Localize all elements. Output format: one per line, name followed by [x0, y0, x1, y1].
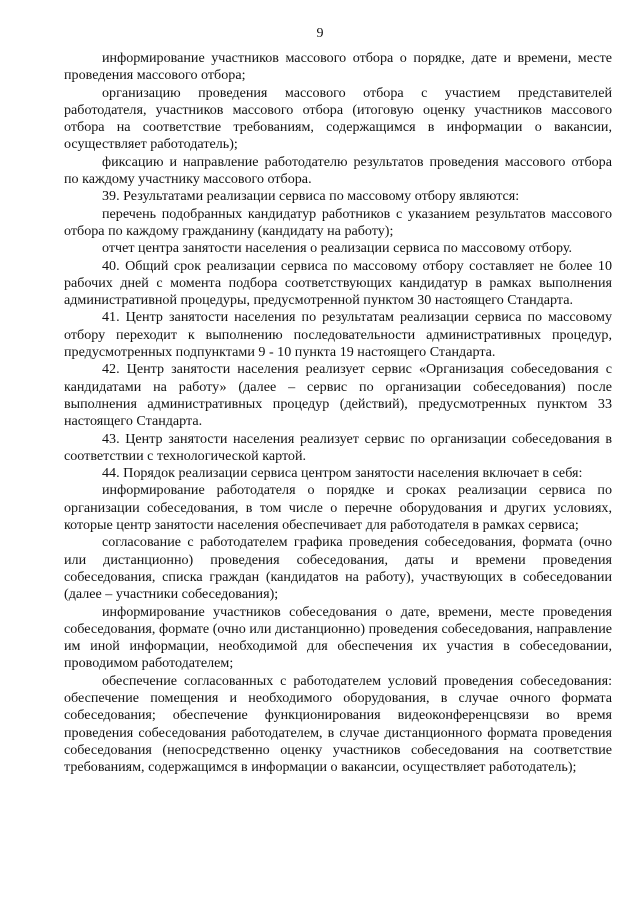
paragraph: фиксацию и направление работодателю результатов проведения массового отбора по каждому участнику массового отбора. [64, 153, 612, 188]
paragraph: 39. Результатами реализации сервиса по массовому отбору являются: [102, 188, 520, 205]
paragraph: 40. Общий срок реализации сервиса по массовому отбору составляет не более 10 рабочих дней с момента подбора соответствующих кандидатур в рамках выполнения административной процедуры, предусмотренной пунктом 30 настоящего Стандарта. [64, 257, 612, 309]
paragraph: обеспечение согласованных с работодателем условий проведения собеседования: обеспечение помещения и необходимого оборудования, в случае очного формата собеседования; обеспечение функционирования видеоконференцсвязи во время проведения собеседования работодателем, в случае дистанционного формата проведения собеседования (непосредственно оценку участников собеседования на соответствие требованиям, содержащимся в информации о вакансии, осуществляет работодатель); [64, 672, 612, 776]
paragraph: 41. Центр занятости населения по результатам реализации сервиса по массовому отбору переходит к выполнению последовательности административных процедур, предусмотренных подпунктами 9 - 10 пункта 19 настоящего Стандарта. [64, 309, 612, 361]
paragraph: информирование работодателя о порядке и сроках реализации сервиса по организации собеседования, в том числе о перечне оборудования и других условиях, которые центр занятости населения обеспечивает для работодателя в рамках сервиса; [64, 482, 612, 534]
paragraph: организацию проведения массового отбора с участием представителей работодателя, участников массового отбора (итоговую оценку участников массового отбора на соответствие требованиям, содержащимся в информации о вакансии, осуществляет работодатель); [64, 84, 612, 153]
page-number: 9 [316, 26, 324, 41]
paragraph: информирование участников массового отбора о порядке, дате и времени, месте проведения массового отбора; [64, 50, 612, 84]
paragraph: 42. Центр занятости населения реализует сервис «Организация собеседования с кандидатами на работу» (далее – сервис по организации собеседования) после выполнения административных процедур (действий), предусмотренных пунктом 33 настоящего Стандарта. [64, 361, 612, 430]
paragraph: 43. Центр занятости населения реализует сервис по организации собеседования в соответствии с технологической картой. [64, 430, 612, 464]
paragraph: 44. Порядок реализации сервиса центром занятости населения включает в себя: [102, 465, 583, 482]
document-body [64, 50, 612, 776]
paragraph: согласование с работодателем графика проведения собеседования, формата (очно или дистанционно) проведения собеседования, даты и времени проведения собеседования, списка граждан (кандидатов на работу), участвующих в собеседовании (далее – участники собеседования); [64, 534, 612, 603]
paragraph: перечень подобранных кандидатур работников с указанием результатов массового отбора по каждому гражданину (кандидату на работу); [64, 205, 612, 239]
paragraph: отчет центра занятости населения о реализации сервиса по массовому отбору. [102, 240, 573, 257]
paragraph: информирование участников собеседования о дате, времени, месте проведения собеседования, формате (очно или дистанционно) проведения собеседования, направление им иной информации, необходимой для обеспечения их участия в собеседовании, проводимом работодателем; [64, 603, 612, 672]
